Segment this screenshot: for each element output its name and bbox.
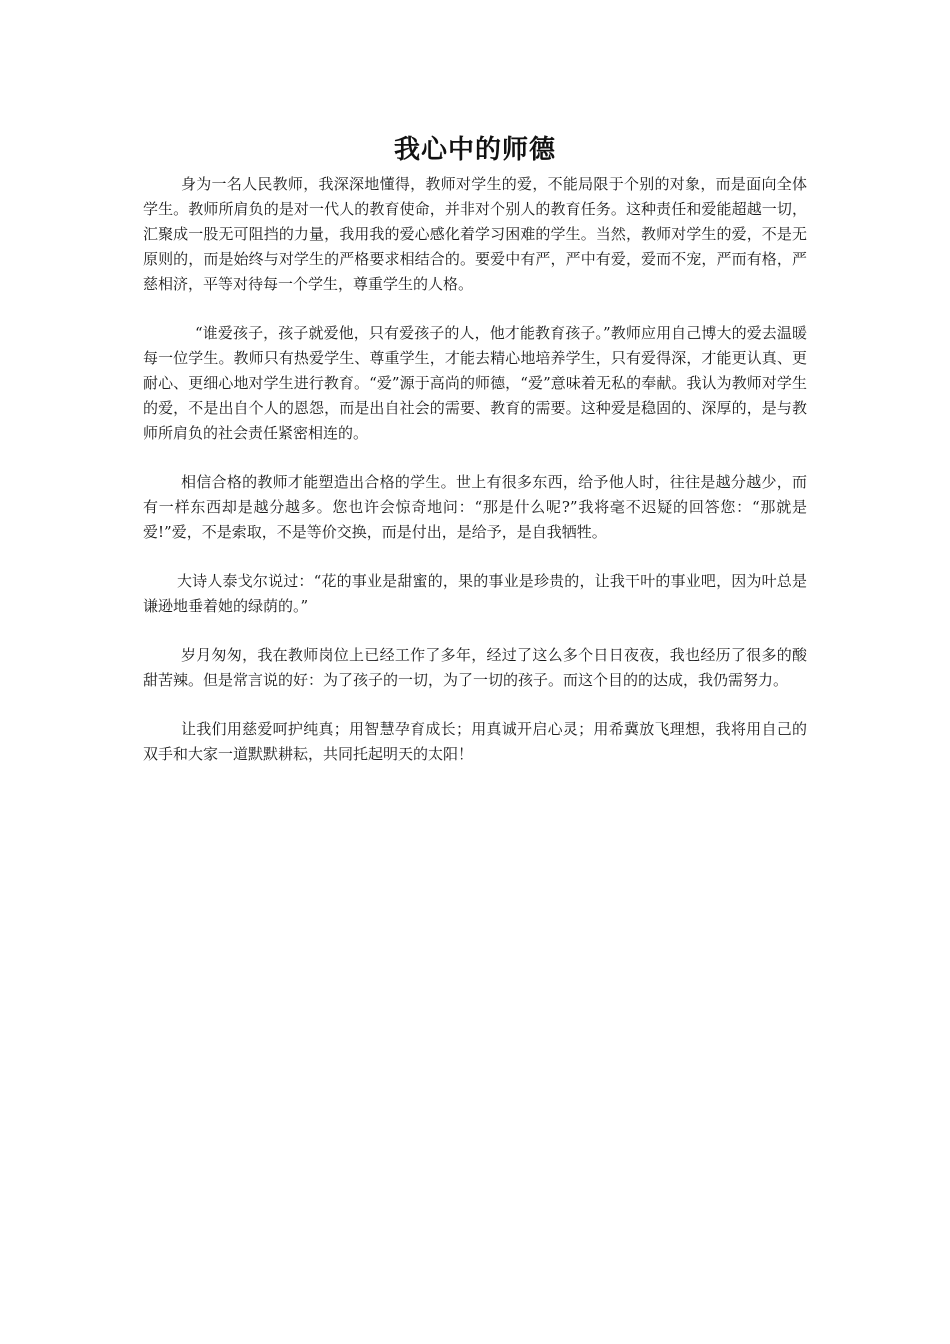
paragraph-5: 岁月匆匆，我在教师岗位上已经工作了多年，经过了这么多个日日夜夜，我也经历了很多的酸甜苦辣。但是常言说的好：为了孩子的一切，为了一切的孩子。而这个目的的达成，我仍需努力。 [143, 646, 807, 689]
paragraph-6: 让我们用慈爱呵护纯真；用智慧孕育成长；用真诚开启心灵；用希冀放飞理想，我将用自己的双手和大家一道默默耕耘，共同托起明天的太阳！ [143, 720, 807, 763]
paragraph-2: “谁爱孩子，孩子就爱他，只有爱孩子的人，他才能教育孩子。”教师应用自己博大的爱去温暖每一位学生。教师只有热爱学生、尊重学生，才能去精心地培养学生，只有爱得深，才能更认真、更耐心、更细心地对学生进行教育。“爱”源于高尚的师德，“爱”意味着无私的奉献。我认为教师对学生的爱，不是出自个人的恩怨，而是出自社会的需要、教育的需要。这种爱是稳固的、深厚的，是与教师所肩负的社会责任紧密相连的。 [143, 324, 807, 442]
paragraph-3: 相信合格的教师才能塑造出合格的学生。世上有很多东西，给予他人时，往往是越分越少，而有一样东西却是越分越多。您也许会惊奇地问：“那是什么呢?”我将毫不迟疑的回答您：“那就是爱!”爱，不是索取，不是等价交换，而是付出，是给予，是自我牺牲。 [143, 473, 807, 541]
paragraph-1: 身为一名人民教师，我深深地懂得，教师对学生的爱，不能局限于个别的对象，而是面向全体学生。教师所肩负的是对一代人的教育使命，并非对个别人的教育任务。这种责任和爱能超越一切，汇聚成一股无可阻挡的力量，我用我的爱心感化着学习困难的学生。当然，教师对学生的爱，不是无原则的，而是始终与对学生的严格要求相结合的。要爱中有严，严中有爱，爱而不宠，严而有格，严慈相济，平等对待每一个学生，尊重学生的人格。 [143, 175, 807, 293]
paragraph-4: 大诗人泰戈尔说过：“花的事业是甜蜜的，果的事业是珍贵的，让我干叶的事业吧，因为叶总是谦逊地垂着她的绿荫的。” [143, 572, 807, 615]
document-page [143, 130, 807, 791]
document-title: 我心中的师德 [393, 135, 556, 165]
